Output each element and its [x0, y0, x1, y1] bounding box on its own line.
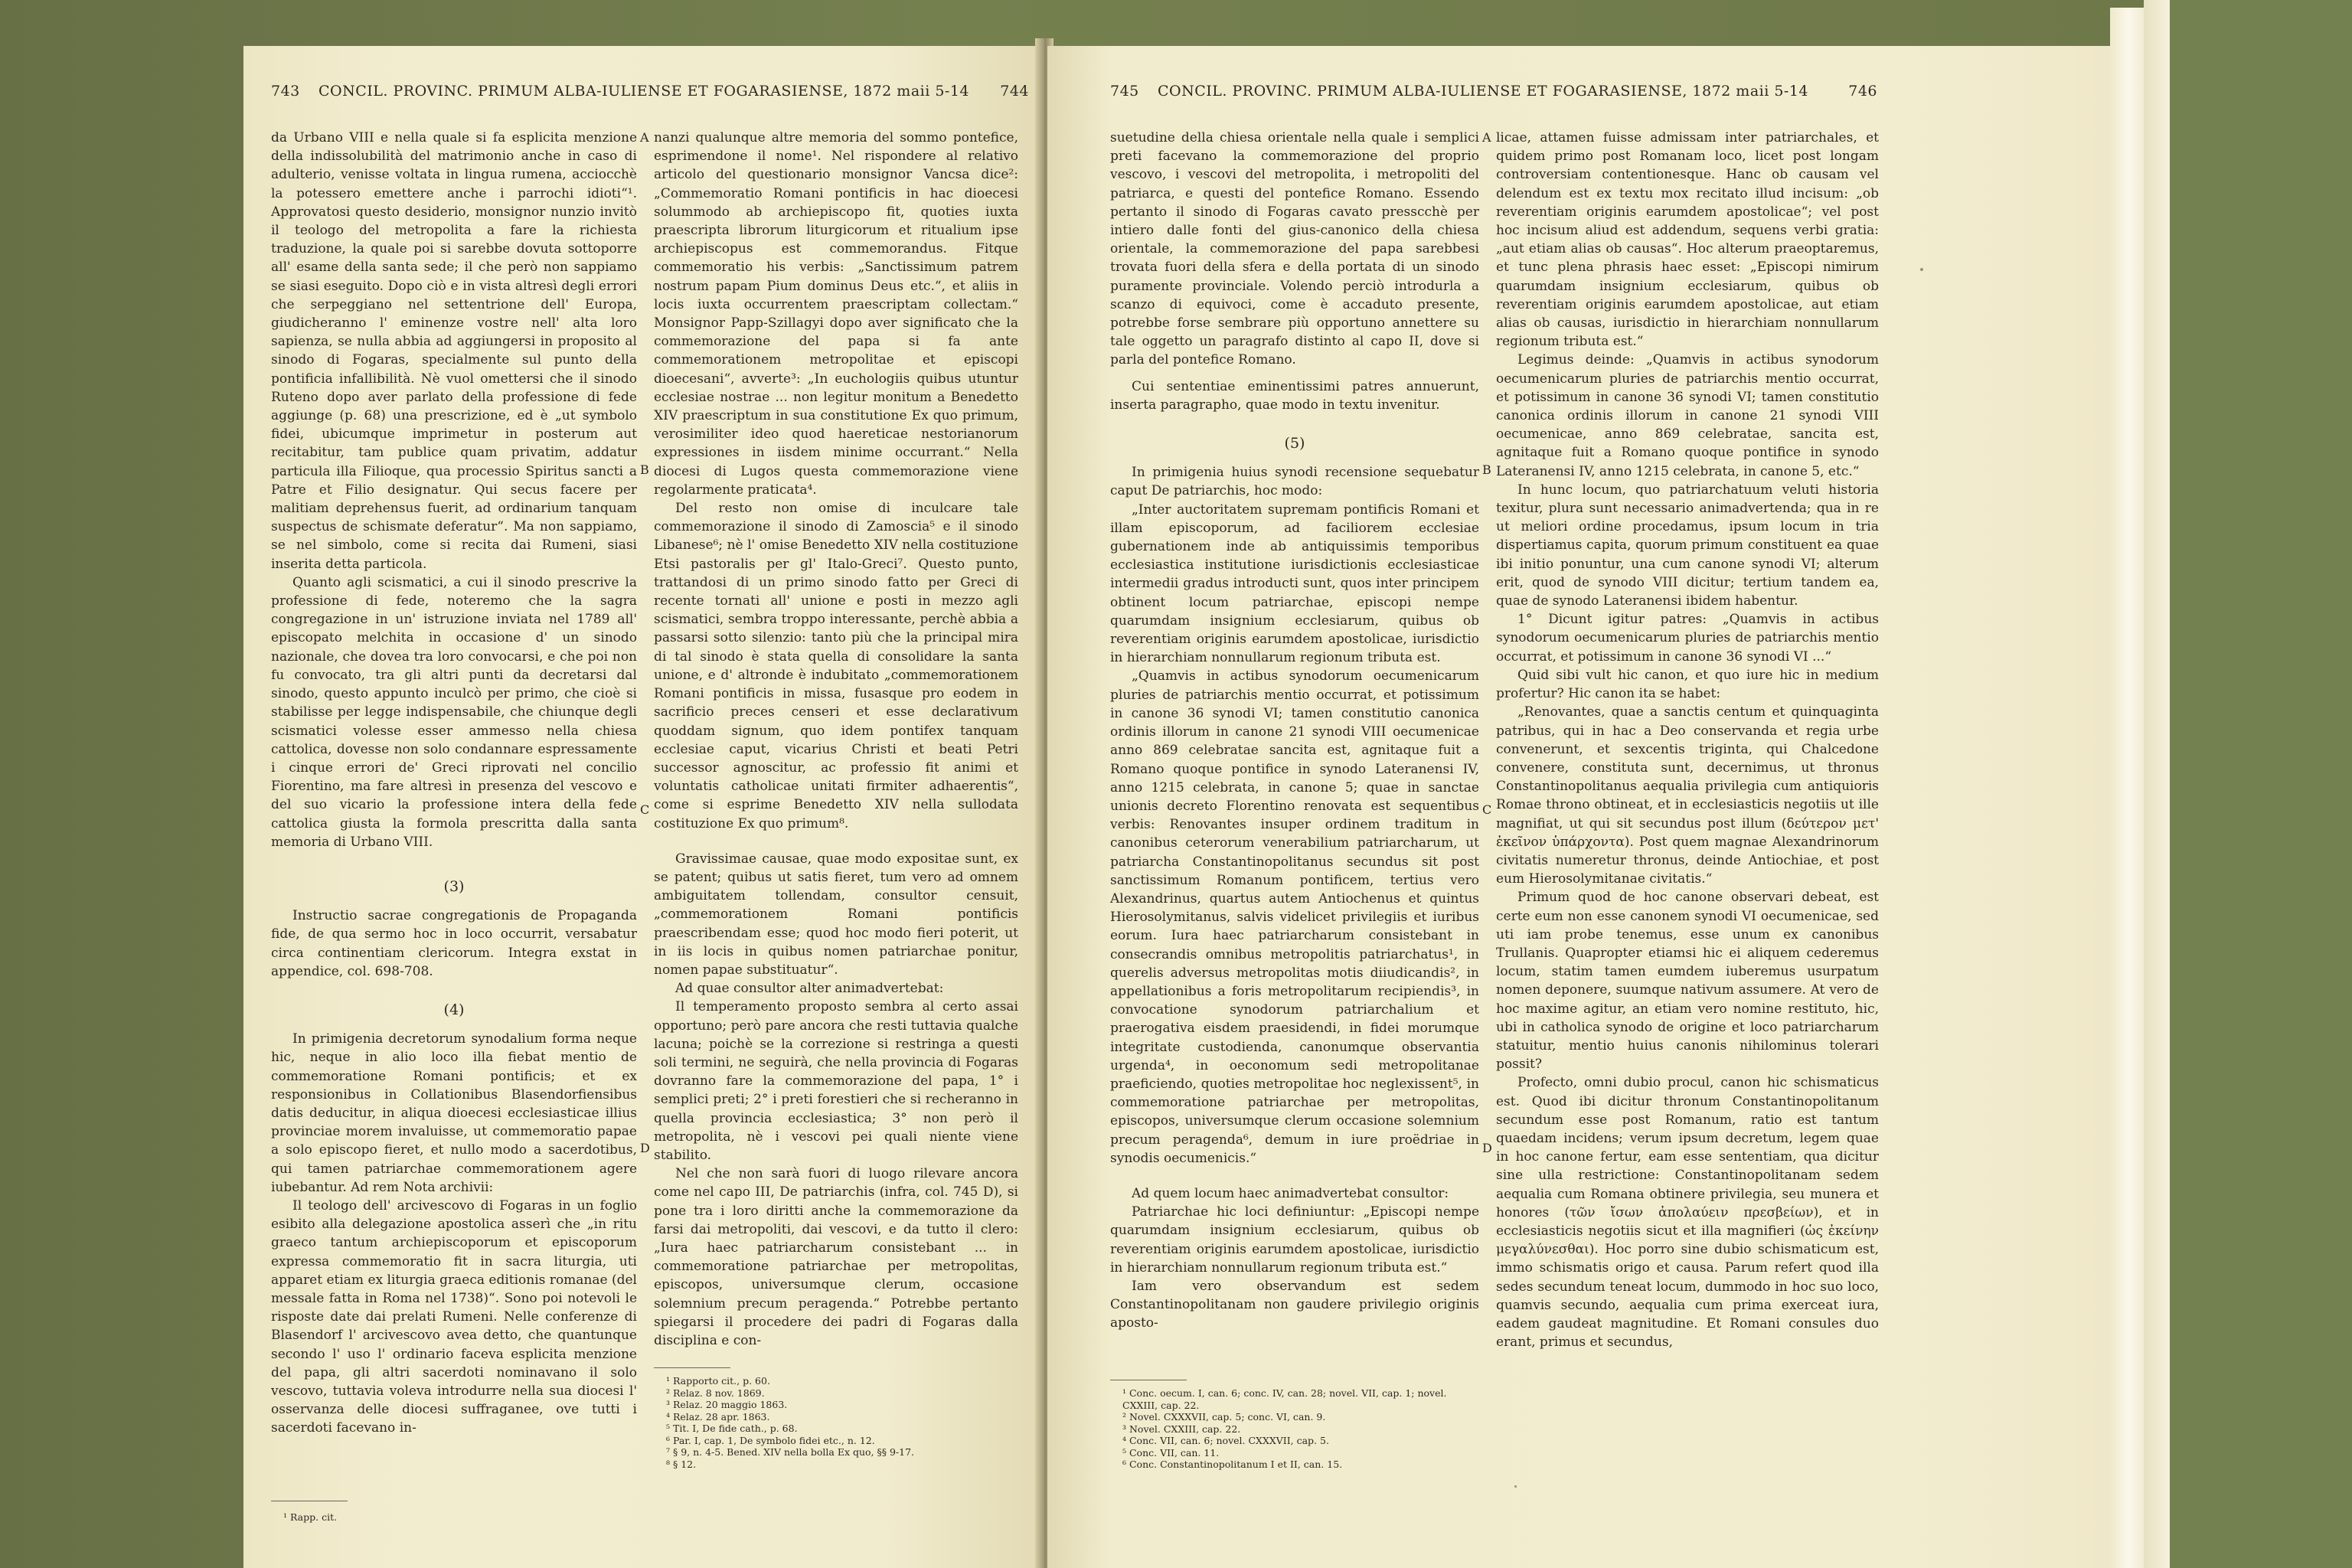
margin-letter: D: [1482, 1141, 1492, 1155]
footnote: ¹ Conc. oecum. I, can. 6; conc. IV, can. 28; novel. VII, cap. 1; novel. CXXIII, cap. 22.: [1122, 1387, 1447, 1411]
footnote: ² Relaz. 8 nov. 1869.: [666, 1387, 765, 1399]
paragraph: „Renovantes, quae a sanctis centum et quinquaginta patribus, qui in hac a Deo conservanda et regia urbe convenerunt, et sexcentis triginta, qui Chalcedone convenere, constituta sunt, decernimus, ut thronus Constantinopolitanus aequalia privilegia cum antiquioris Romae throno obtineat, et in ecclesiasticis negotiis ut ille magnifiat, ut qui sit secundus post illum (δεύτερον μετ' ἐκεῖνον ὑπάρχοντα). Post quem magnae Alexandrinorum civitatis numeretur thronus, deinde Antiochiae, et post eum Hierosolymitanae civitatis.“: [1496, 704, 1879, 887]
right-page-number-left: 745: [1110, 83, 1139, 100]
left-col2-footnotes: [666, 1375, 1018, 1470]
paragraph: Ad quem locum haec animadvertebat consultor:: [1132, 1185, 1449, 1201]
right-page-column-1: [1110, 129, 1479, 1333]
margin-letter: D: [640, 1141, 650, 1155]
right-col1-footnotes: [1122, 1387, 1479, 1471]
paragraph: da Urbano VIII e nella quale si fa esplicita menzione della indissolubilità del matrimonio anche in caso di adulterio, venisse voltata in lingua rumena, acciocchè la potessero emettere anche i parrochi idioti“¹. Approvatosi questo desiderio, monsignor nunzio invitò il teologo del metropolita a fare la richiesta traduzione, la quale poi si sarebbe dovuta sottoporre all' esame della santa sede; il che però non sappiamo se siasi eseguito. Dopo ciò e in vista altresì degli errori che serpeggiano nel settentrione dell' Europa, giudicheranno l' eminenze vostre nell' alta loro sapienza, se nulla abbia ad aggiungersi in proposito al sinodo di Fogaras, specialmente sul punto della pontificia infallibilità. Nè vuol omettersi che il sinodo Ruteno dopo aver parlato della professione di fede aggiunge (p. 68) una prescrizione, ed è „ut symbolo fidei, ubicumque imprimetur in posterum aut recitabitur, tam publice quam privatim, addatur particula illa Filioque, qua processio Spiritus sancti a Patre et Filio designatur. Qui secus facere per malitiam deprehensus fuerit, ad ordinarium tanquam suspectus de schismate deferatur“. Ma non sappiamo, se nel simbolo, come si recita dai Rumeni, siasi inserita detta particola.: [271, 130, 637, 572]
paragraph: Il temperamento proposto sembra al certo assai opportuno; però pare ancora che resti tuttavia qualche lacuna; poichè se la correzione si restringa a questi soli termini, ne seguirà, che nella provincia di Fogaras dovranno fare la commemorazione del papa, 1° i semplici preti; 2° i preti forestieri che si recheranno in quella provincia ecclesiastica; 3° non però il metropolita, nè i vescovi pei quali niente viene stabilito.: [654, 999, 1018, 1163]
left-page-number-left: 743: [271, 83, 300, 100]
paragraph: Gravissimae causae, quae modo expositae sunt, ex se patent; quibus ut satis fieret, tum vero ad omnem ambiguitatem tollendam, consultor censuit, „commemorationem Romani pontificis praescribendam esse; quod hoc modo fieri poterit, ut in iis locis in quibus nomen patriarchae ponitur, nomen papae substituatur“.: [654, 851, 1018, 978]
paragraph: Nel che non sarà fuori di luogo rilevare ancora come nel capo III, De patriarchis (infra, col. 745 D), si pone tra i loro diritti anche la commemorazione da farsi dai metropoliti, dai vescovi, e da tutto il clero: „Iura haec patriarcharum consistebant ... in commemoratione patriarchae per metropolitas, episcopos, universumque clerum, occasione solemnium precum peragenda.“ Potrebbe pertanto spiegarsi il procedere dei padri di Fogaras dalla disciplina e con-: [654, 1166, 1018, 1348]
right-page-number-right: 746: [1848, 83, 1877, 100]
section-heading: (3): [443, 877, 465, 895]
paragraph: suetudine della chiesa orientale nella quale i semplici preti facevano la commemorazione del proprio vescovo, i vescovi del metropolita, i metropoliti del patriarca, e questi del pontefice Romano. Essendo pertanto il sinodo di Fogaras cavato presscchè per intiero dalle fonti del gius-canonico della chiesa orientale, la commemorazione del papa sarebbesi trovata fuori della sfera e della portata di un sinodo puramente provinciale. Volendo perciò introdurla a scanzo di equivoci, come è accaduto presente, potrebbe forse sembrare più opportuno annettere su tale oggetto un paragrafo distinto al capo II, dove si parla del pontefice Romano.: [1110, 130, 1479, 368]
margin-letter: B: [1482, 462, 1491, 477]
spacer: [1110, 370, 1479, 377]
margin-letter: C: [640, 802, 650, 817]
paragraph: Patriarchae hic loci definiuntur: „Episcopi nempe quarumdam insignium ecclesiarum, quibus ob reverentiam originis earumdem apostolicae, iurisdictio in hierarchiam nonnullarum regionum tributa est.“: [1110, 1204, 1479, 1276]
paragraph: „Quamvis in actibus synodorum oecumenicarum pluries de patriarchis mentio occurrat, et potissimum in canone 36 synodi VI; tamen constitutio canonica ordinis illorum in canone 21 synodi VIII oecumenicae anno 869 celebratae sancita est, agnitaque fuit a Romano quoque pontifice in synodo Lateranensi IV, anno 1215 celebrata, in canone 5; quae in sanctae unionis decreto Florentino renovata est sequentibus verbis: Renovantes insuper ordinem traditum in canonibus ceterorum venerabilium patriarcharum, ut patriarcha Constantinopolitanus secundus sit post sanctissimum Romanum pontificem, tertius vero Alexandrinus, quartus autem Antiochenus et quintus Hierosolymitanus, salvis videlicet privilegiis et iuribus eorum. Iura haec patriarcharum consistebant in consecrandis omnibus metropolitis patriarchatus¹, in querelis adversus metropolitas motis diiudicandis², in appellationibus a foris metropolitarum recipiendis³, in convocatione synodorum patriarchalium et praerogativa eisdem praesidendi, in fidei morumque integritate custodienda, canonumque observantia urgenda⁴, in oeconomum sedi metropolitanae praeficiendo, quoties metropolitae hoc neglexissent⁵, in commemoratione patriarchae per metropolitas, episcopos, universumque clerum occasione solemnium precum peragenda⁶, demum in iure proëdriae in synodis oecumenicis.“: [1110, 668, 1479, 1166]
paragraph: In primigenia decretorum synodalium forma neque hic, neque in alio loco illa fiebat mentio de commemoratione Romani pontificis; et ex responsionibus in Collationibus Blasendorfiensibus datis deducitur, in aliqua dioecesi ecclesiasticae illius provinciae morem invaluisse, ut commemoratio papae a solo episcopo fieret, et nullo modo a sacerdotibus, qui tamen patriarchae commemorationem agere iubebantur. Ad rem Nota archivii:: [271, 1031, 637, 1195]
page-speck: [1514, 1485, 1517, 1488]
margin-letter: A: [1482, 130, 1491, 145]
paragraph: Il teologo dell' arcivescovo di Fogaras in un foglio esibito alla delegazione apostolica asserì che „in ritu graeco tantum archiepiscoporum et episcoporum expressa commemoratio fit in sacra liturgia, uti apparet etiam ex liturgia graeca editionis romanae (del messale fatta in Roma nel 1738)“. Sono poi notevoli le risposte date dai prelati Rumeni. Nelle conferenze di Blasendorf l' arcivescovo avea detto, che quantunque secondo l' uso l' ordinario faceva esplicita menzione del papa, gli altri sacerdoti nominavano il solo vescovo, tuttavia voleva introdurre nella sua diocesi l' osservanza delle diocesi suffraganee, ove tutti i sacerdoti facevano in-: [271, 1197, 637, 1436]
left-col1-footnote: ¹ Rapp. cit.: [283, 1511, 338, 1523]
footnote: ² Novel. CXXXVII, cap. 5; conc. VI, can. 9.: [1122, 1411, 1326, 1423]
footnote: ⁴ Relaz. 28 apr. 1863.: [666, 1410, 770, 1423]
footnote: ⁵ Conc. VII, can. 11.: [1122, 1446, 1220, 1459]
spacer: [1110, 1168, 1479, 1184]
paragraph: Profecto, omni dubio procul, canon hic schismaticus est. Quod ibi dicitur thronum Constantinopolitanum secundum esse post Romanum, ratio est tantum quaedam incidens; verum ipsum decretum, legem quae in hoc canone fertur, eam esse sententiam, qua dicitur sine ulla restrictione: Constantinopolitanam sedem aequalia cum Romana obtinere privilegia, seu munera et honores (τῶν ἴσων ἀπολαύειν πρεσβείων), et in ecclesiasticis negotiis sicut et illa magnifieri (ὡς ἐκείνην μεγαλύνεσθαι). Hoc porro sine dubio schismaticum est, immo schismatis origo et causa. Parum refert quod illa sedes secundum teneat locum, dummodo in hoc suo loco, quamvis secundo, aequalia cum prima exerceat iura, eadem gaudeat magnitudine. Et Romani consules duo erant, primus et secundus,: [1496, 1075, 1879, 1351]
paragraph: Legimus deinde: „Quamvis in actibus synodorum oecumenicarum pluries de patriarchis mentio occurrat, et potissimum in canone 36 synodi VI; tamen constitutio canonica ordinis illorum in canone 21 synodi VIII oecumenicae, anno 869 celebratae, sancita est, agnitaque fuit a Romano quoque pontifice in synodo Lateranensi IV, anno 1215 celebrata, in canone 5, etc.“: [1496, 352, 1879, 479]
section-heading: (4): [443, 1001, 465, 1018]
footnote: ⁷ § 9, n. 4-5. Bened. XIV nella bolla Ex quo, §§ 9-17.: [666, 1446, 915, 1458]
paragraph: Ad quae consultor alter animadvertebat:: [675, 981, 944, 997]
paragraph: licae, attamen fuisse admissam inter patriarchales, et quidem primo post Romanam loco, licet post longam controversiam contentionesque. Hanc ob causam vel delendum est ex textu mox recitato illud incisum: „ob reverentiam originis earumdem apostolicae“; vel post hoc incisum aliud est addendum, sequens verbi gratia: „aut etiam alias ob causas“. Hoc alterum praeoptaremus, et tunc plena phrasis haec esset: „Episcopi nimirum quarumdam insignium ecclesiarum, quibus ob reverentiam originis earumdem apostolicae, aut etiam alias ob causas, iurisdictio in hierarchiam nonnullarum regionum tributa est.“: [1496, 130, 1879, 350]
footnote: ⁴ Conc. VII, can. 6; novel. CXXXVII, cap. 5.: [1122, 1435, 1329, 1446]
footnote: ⁶ Conc. Constantinopolitanum I et II, can. 15.: [1122, 1459, 1343, 1470]
right-page-running-title: CONCIL. PROVINC. PRIMUM ALBA-IULIENSE ET FOGARASIENSE, 1872 maii 5-14: [1158, 83, 1809, 100]
footnote-rule: [654, 1367, 730, 1368]
footnote: ⁸ § 12.: [666, 1458, 697, 1470]
paragraph: Quanto agli scismatici, a cui il sinodo prescrive la professione di fede, noteremo che la sagra congregazione in un' istruzione inviata nel 1789 all' episcopato melchita in occasione d' un sinodo nazionale, che dovea tra loro convocarsi, e che poi non fu convocato, tra gli altri punti da decretarsi dal sinodo, questo appunto inculcò per primo, che cioè si stabilisse per legge indispensabile, che chiunque degli scismatici volesse esser ammesso nella chiesa cattolica, dovesse non solo condannare espressamente i cinque errori de' Greci riprovati nel concilio Fiorentino, ma fare altresì in presenza del vescovo e del suo vicario la professione intera della fede cattolica giusta la formola prescritta dalla santa memoria di Urbano VIII.: [271, 574, 637, 850]
paragraph: Quid sibi vult hic canon, et quo iure hic in medium profertur? Hic canon ita se habet:: [1496, 667, 1879, 702]
left-page-column-1: [271, 129, 637, 1438]
paragraph: Del resto non omise di inculcare tale commemorazione il sinodo di Zamoscia⁵ e il sinodo Libanese⁶; nè l' omise Benedetto XIV nella costituzione Etsi pastoralis per gl' Italo-Greci⁷. Questo punto, trattandosi di un primo sinodo fatto per Greci di recente tornati all' unione e posti in mezzo agli scismatici, sembra troppo interessante, perchè abbia a passarsi sotto silenzio: tanto più che la principal mira di tal sinodo è stata quella di consolidare la santa unione, e d' altronde è indubitato „commemorationem Romani pontificis in missa, fusasque pro eodem in sacrificio preces censeri et esse declarativum quoddam signum, quo idem pontifex tanquam ecclesiae caput, vicarius Christi et beati Petri successor agnoscitur, ac professio fit animi et voluntatis catholicae unitati firmiter adhaerentis“, come si esprime Benedetto XIV nella sullodata costituzione Ex quo primum⁸.: [654, 501, 1018, 831]
paragraph: Iam vero observandum est sedem Constantinopolitanam non gaudere privilegio originis aposto-: [1110, 1278, 1479, 1331]
footnote: ⁶ Par. I, cap. 1, De symbolo fidei etc., n. 12.: [666, 1434, 875, 1446]
paragraph: In primigenia huius synodi recensione sequebatur caput De patriarchis, hoc modo:: [1110, 465, 1479, 499]
footnote: ⁵ Tit. I, De fide cath., p. 68.: [666, 1423, 798, 1434]
right-page-column-2: [1496, 129, 1879, 1351]
page-speck: [1920, 268, 1923, 271]
paragraph: In hunc locum, quo patriarchatuum veluti historia texitur, plura sunt necessario animadvertenda; qua in re ut meliori ordine procedamus, ipsum locum in tria dispertiamus capita, quorum primum constituent ea quae ibi initio ponuntur, una cum canone synodi VI; alterum erit, quod de synodo VIII dicitur; tertium tandem ea, quae de synodo Lateranensi ibidem habentur.: [1496, 482, 1879, 609]
margin-letter: C: [1482, 802, 1492, 817]
left-page-column-2: [654, 129, 1018, 1350]
footnote: ¹ Rapporto cit., p. 60.: [666, 1375, 770, 1387]
left-page-number-right: 744: [1000, 83, 1029, 100]
section-heading: (5): [1284, 435, 1305, 452]
paragraph: Cui sententiae eminentissimi patres annuerunt, inserta paragrapho, quae modo in textu invenitur.: [1110, 378, 1479, 413]
page-edges-outer: [2144, 0, 2170, 1568]
paragraph: Instructio sacrae congregationis de Propaganda fide, de qua sermo hoc in loco occurrit, versabatur circa continentiam clericorum. Integra exstat in appendice, col. 698-708.: [271, 908, 637, 979]
footnote: ³ Relaz. 20 maggio 1863.: [666, 1399, 788, 1410]
paragraph: 1° Dicunt igitur patres: „Quamvis in actibus synodorum oecumenicarum pluries de patriarchis mentio occurrat, et potissimum in canone 36 synodi VI ...“: [1496, 612, 1879, 665]
background-cloth: [2170, 0, 2352, 1568]
paragraph: „Inter auctoritatem supremam pontificis Romani et illam episcoporum, ad faciliorem ecclesiae gubernationem inde ab antiquissimis temporibus ecclesiastica institutione iurisdictionis ecclesiasticae intermedii gradus introducti sunt, quos inter principem obtinent locum patriarchae, episcopi nempe quarumdam insignium ecclesiarum, quibus ob reverentiam originis earumdem apostolicae, iurisdictio in hierarchiam nonnullarum regionum tributa est.: [1110, 501, 1479, 666]
footnote: ³ Novel. CXXIII, cap. 22.: [1122, 1423, 1241, 1435]
paragraph: Primum quod de hoc canone observari debeat, est certe eum non esse canonem synodi VI oecumenicae, sed uti iam probe tenemus, esse unum ex canonibus Trullanis. Quapropter etiamsi hic ei aliquem cederemus locum, statim tamen eumdem iuberemus usurpatum nomen deponere, suumque nativum assumere. At vero de hoc maxime agitur, an etiam vero nomine restituto, hic, ubi in catholica synodo de origine et loco patriarcharum statuitur, mentio huius canonis nihilominus tolerari possit?: [1496, 890, 1879, 1073]
left-page-running-title: CONCIL. PROVINC. PRIMUM ALBA-IULIENSE ET FOGARASIENSE, 1872 maii 5-14: [318, 83, 970, 100]
spacer: [654, 833, 1018, 850]
left-page: [243, 46, 1043, 1568]
right-page: [1047, 46, 2110, 1568]
margin-letter: B: [640, 462, 649, 477]
paragraph: nanzi qualunque altre memoria del sommo pontefice, esprimendone il nome¹. Nel rispondere al relativo articolo del questionario monsignor Vancsa dice²: „Commemoratio Romani pontificis in hac dioecesi solummodo ab archiepiscopo fit, quoties iuxta praescripta librorum liturgicorum et ritualium ipse archiepiscopus est commemorandus. Fitque commemoratio his verbis: „Sanctissimum patrem nostrum papam Pium dominus Deus etc.“, et aliis in locis iuxta occurrentem praescriptam collectam.“ Monsignor Papp-Szillagyi dopo aver significato che la commemorazione del papa si fa ante commemorationem metropolitae et episcopi dioecesani“, avverte³: „In euchologiis quibus utuntur ecclesiae nostrae ... non legitur monitum a Benedetto XIV praescriptum in sua constitutione Ex quo primum, verosimiliter ideo quod haereticae nestorianorum expressiones in iisdem minime occurrant.“ Nella diocesi di Lugos questa commemorazione viene regolarmente praticata⁴.: [654, 130, 1018, 498]
margin-letter: A: [640, 130, 649, 145]
